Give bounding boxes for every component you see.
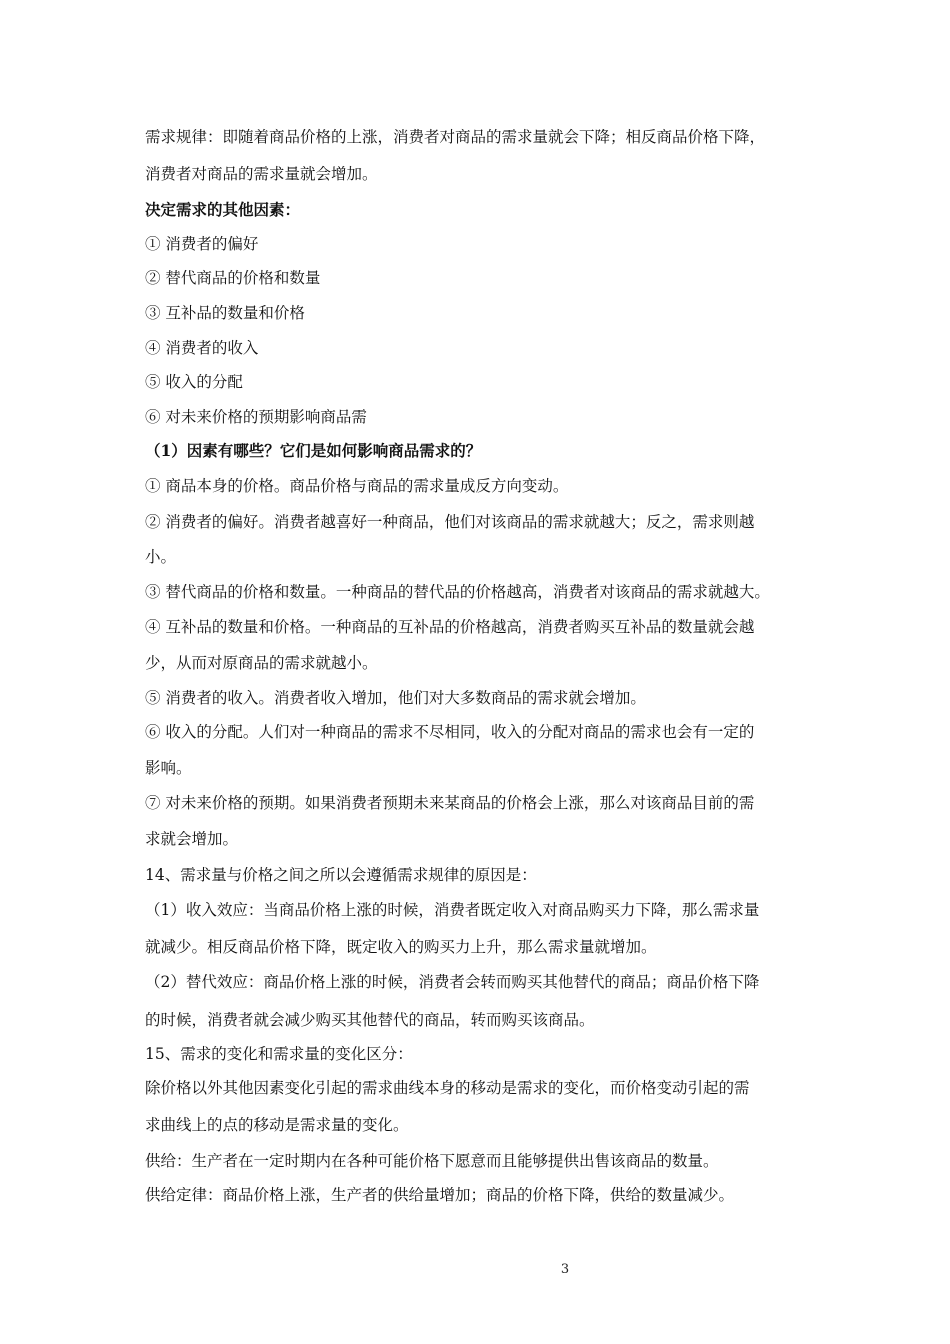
text-line: 求就会增加。 xyxy=(145,830,239,848)
text-line: 供给：生产者在一定时期内在各种可能价格下愿意而且能够提供出售该商品的数量。 xyxy=(145,1152,719,1170)
question-heading: （1）因素有哪些？它们是如何影响商品需求的？ xyxy=(145,441,482,460)
text-line: 消费者对商品的需求量就会增加。 xyxy=(145,165,378,183)
text-line: ③ 替代商品的价格和数量。一种商品的替代品的价格越高，消费者对该商品的需求就越大。 xyxy=(145,583,770,601)
text-line: 15、需求的变化和需求量的变化区分： xyxy=(145,1045,413,1063)
text-line: 影响。 xyxy=(145,759,192,777)
section-heading: 决定需求的其他因素： xyxy=(145,200,301,219)
list-item: ② 替代商品的价格和数量 xyxy=(145,269,321,287)
list-item: ④ 消费者的收入 xyxy=(145,339,259,357)
text-line: 供给定律：商品价格上涨，生产者的供给量增加；商品的价格下降，供给的数量减少。 xyxy=(145,1186,735,1204)
text-line: 小。 xyxy=(145,548,177,566)
text-line: ⑥ 收入的分配。人们对一种商品的需求不尽相同，收入的分配对商品的需求也会有一定的 xyxy=(145,723,755,741)
text-line: 少，从而对原商品的需求就越小。 xyxy=(145,654,378,672)
list-item: ⑥ 对未来价格的预期影响商品需 xyxy=(145,408,367,426)
text-line: ④ 互补品的数量和价格。一种商品的互补品的价格越高，消费者购买互补品的数量就会越 xyxy=(145,618,755,636)
text-line: 需求规律：即随着商品价格的上涨，消费者对商品的需求量就会下降；相反商品价格下降， xyxy=(145,128,766,146)
text-line: 14、需求量与价格之间之所以会遵循需求规律的原因是： xyxy=(145,866,537,884)
list-item: ① 消费者的偏好 xyxy=(145,235,259,253)
text-line: ⑤ 消费者的收入。消费者收入增加，他们对大多数商品的需求就会增加。 xyxy=(145,689,646,707)
text-line: （1）收入效应：当商品价格上涨的时候，消费者既定收入对商品购买力下降，那么需求量 xyxy=(145,901,760,919)
text-line: （2）替代效应：商品价格上涨的时候，消费者会转而购买其他替代的商品；商品价格下降 xyxy=(145,973,760,991)
text-line: 除价格以外其他因素变化引起的需求曲线本身的移动是需求的变化，而价格变动引起的需 xyxy=(145,1079,750,1097)
list-item: ⑤ 收入的分配 xyxy=(145,373,243,391)
page-number: 3 xyxy=(560,1262,570,1277)
list-item: ③ 互补品的数量和价格 xyxy=(145,304,305,322)
text-line: 求曲线上的点的移动是需求量的变化。 xyxy=(145,1116,409,1134)
text-line: ① 商品本身的价格。商品价格与商品的需求量成反方向变动。 xyxy=(145,477,569,495)
text-line: 的时候，消费者就会减少购买其他替代的商品，转而购买该商品。 xyxy=(145,1011,595,1029)
text-line: 就减少。相反商品价格下降，既定收入的购买力上升，那么需求量就增加。 xyxy=(145,938,657,956)
text-line: ⑦ 对未来价格的预期。如果消费者预期未来某商品的价格会上涨，那么对该商品目前的需 xyxy=(145,794,755,812)
text-line: ② 消费者的偏好。消费者越喜好一种商品，他们对该商品的需求就越大；反之，需求则越 xyxy=(145,513,755,531)
